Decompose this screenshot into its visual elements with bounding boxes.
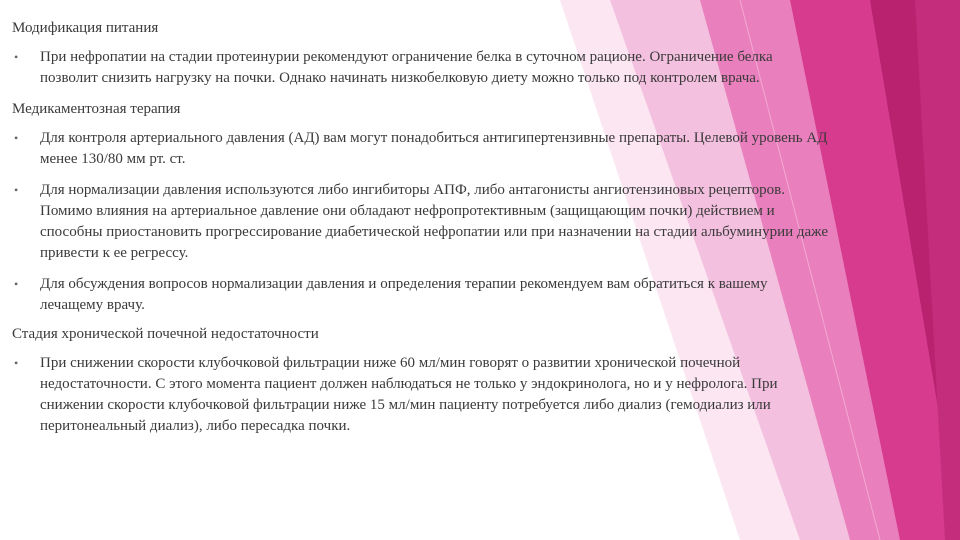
bullet-icon: •: [14, 277, 19, 291]
list-item: [12, 274, 832, 316]
list-item: [12, 353, 832, 437]
bullet-icon: •: [14, 131, 19, 145]
list-item-text: При нефропатии на стадии протеинурии рекомендуют ограничение белка в суточном рационе. Ограничение белка позволит снизить нагрузку на почки. Однако начинать низкобелковую диету можно только под контролем врача.: [40, 49, 773, 86]
section-nutrition: [12, 18, 832, 89]
slide-content: [12, 18, 832, 447]
bullet-icon: •: [14, 183, 19, 197]
section-drug-therapy: [12, 99, 832, 316]
list-item-text: При снижении скорости клубочковой фильтрации ниже 60 мл/мин говорят о развитии хронической почечной недостаточности. С этого момента пациент должен наблюдаться не только у эндокринолога, но и у нефролога. При снижении скорости клубочковой фильтрации ниже 15 мл/мин пациенту потребуется либо диализ (гемодиализ или перитонеальный диализ), либо пересадка почки.: [40, 355, 778, 434]
list-item-text: Для контроля артериального давления (АД) вам могут понадобиться антигипертензивные препараты. Целевой уровень АД менее 130/80 мм рт. ст.: [40, 130, 828, 167]
list-item: [12, 47, 832, 89]
list-item: [12, 128, 832, 170]
section-title: Медикаментозная терапия: [12, 101, 181, 117]
section-chronic-renal-failure: [12, 324, 832, 437]
list-item: [12, 180, 832, 264]
list-item-text: Для обсуждения вопросов нормализации давления и определения терапии рекомендуем вам обратиться к вашему лечащему врачу.: [40, 276, 768, 313]
bullet-icon: •: [14, 356, 19, 370]
section-title: Стадия хронической почечной недостаточности: [12, 326, 319, 342]
section-title: Модификация питания: [12, 20, 159, 36]
bullet-icon: •: [14, 50, 19, 64]
list-item-text: Для нормализации давления используются либо ингибиторы АПФ, либо антагонисты ангиотензиновых рецепторов. Помимо влияния на артериальное давление они обладают нефропротективным (защищающим почки) действием и способны приостановить прогрессирование диабетической нефропатии или при назначении на стадии альбуминурии даже привести к ее регрессу.: [40, 182, 828, 261]
